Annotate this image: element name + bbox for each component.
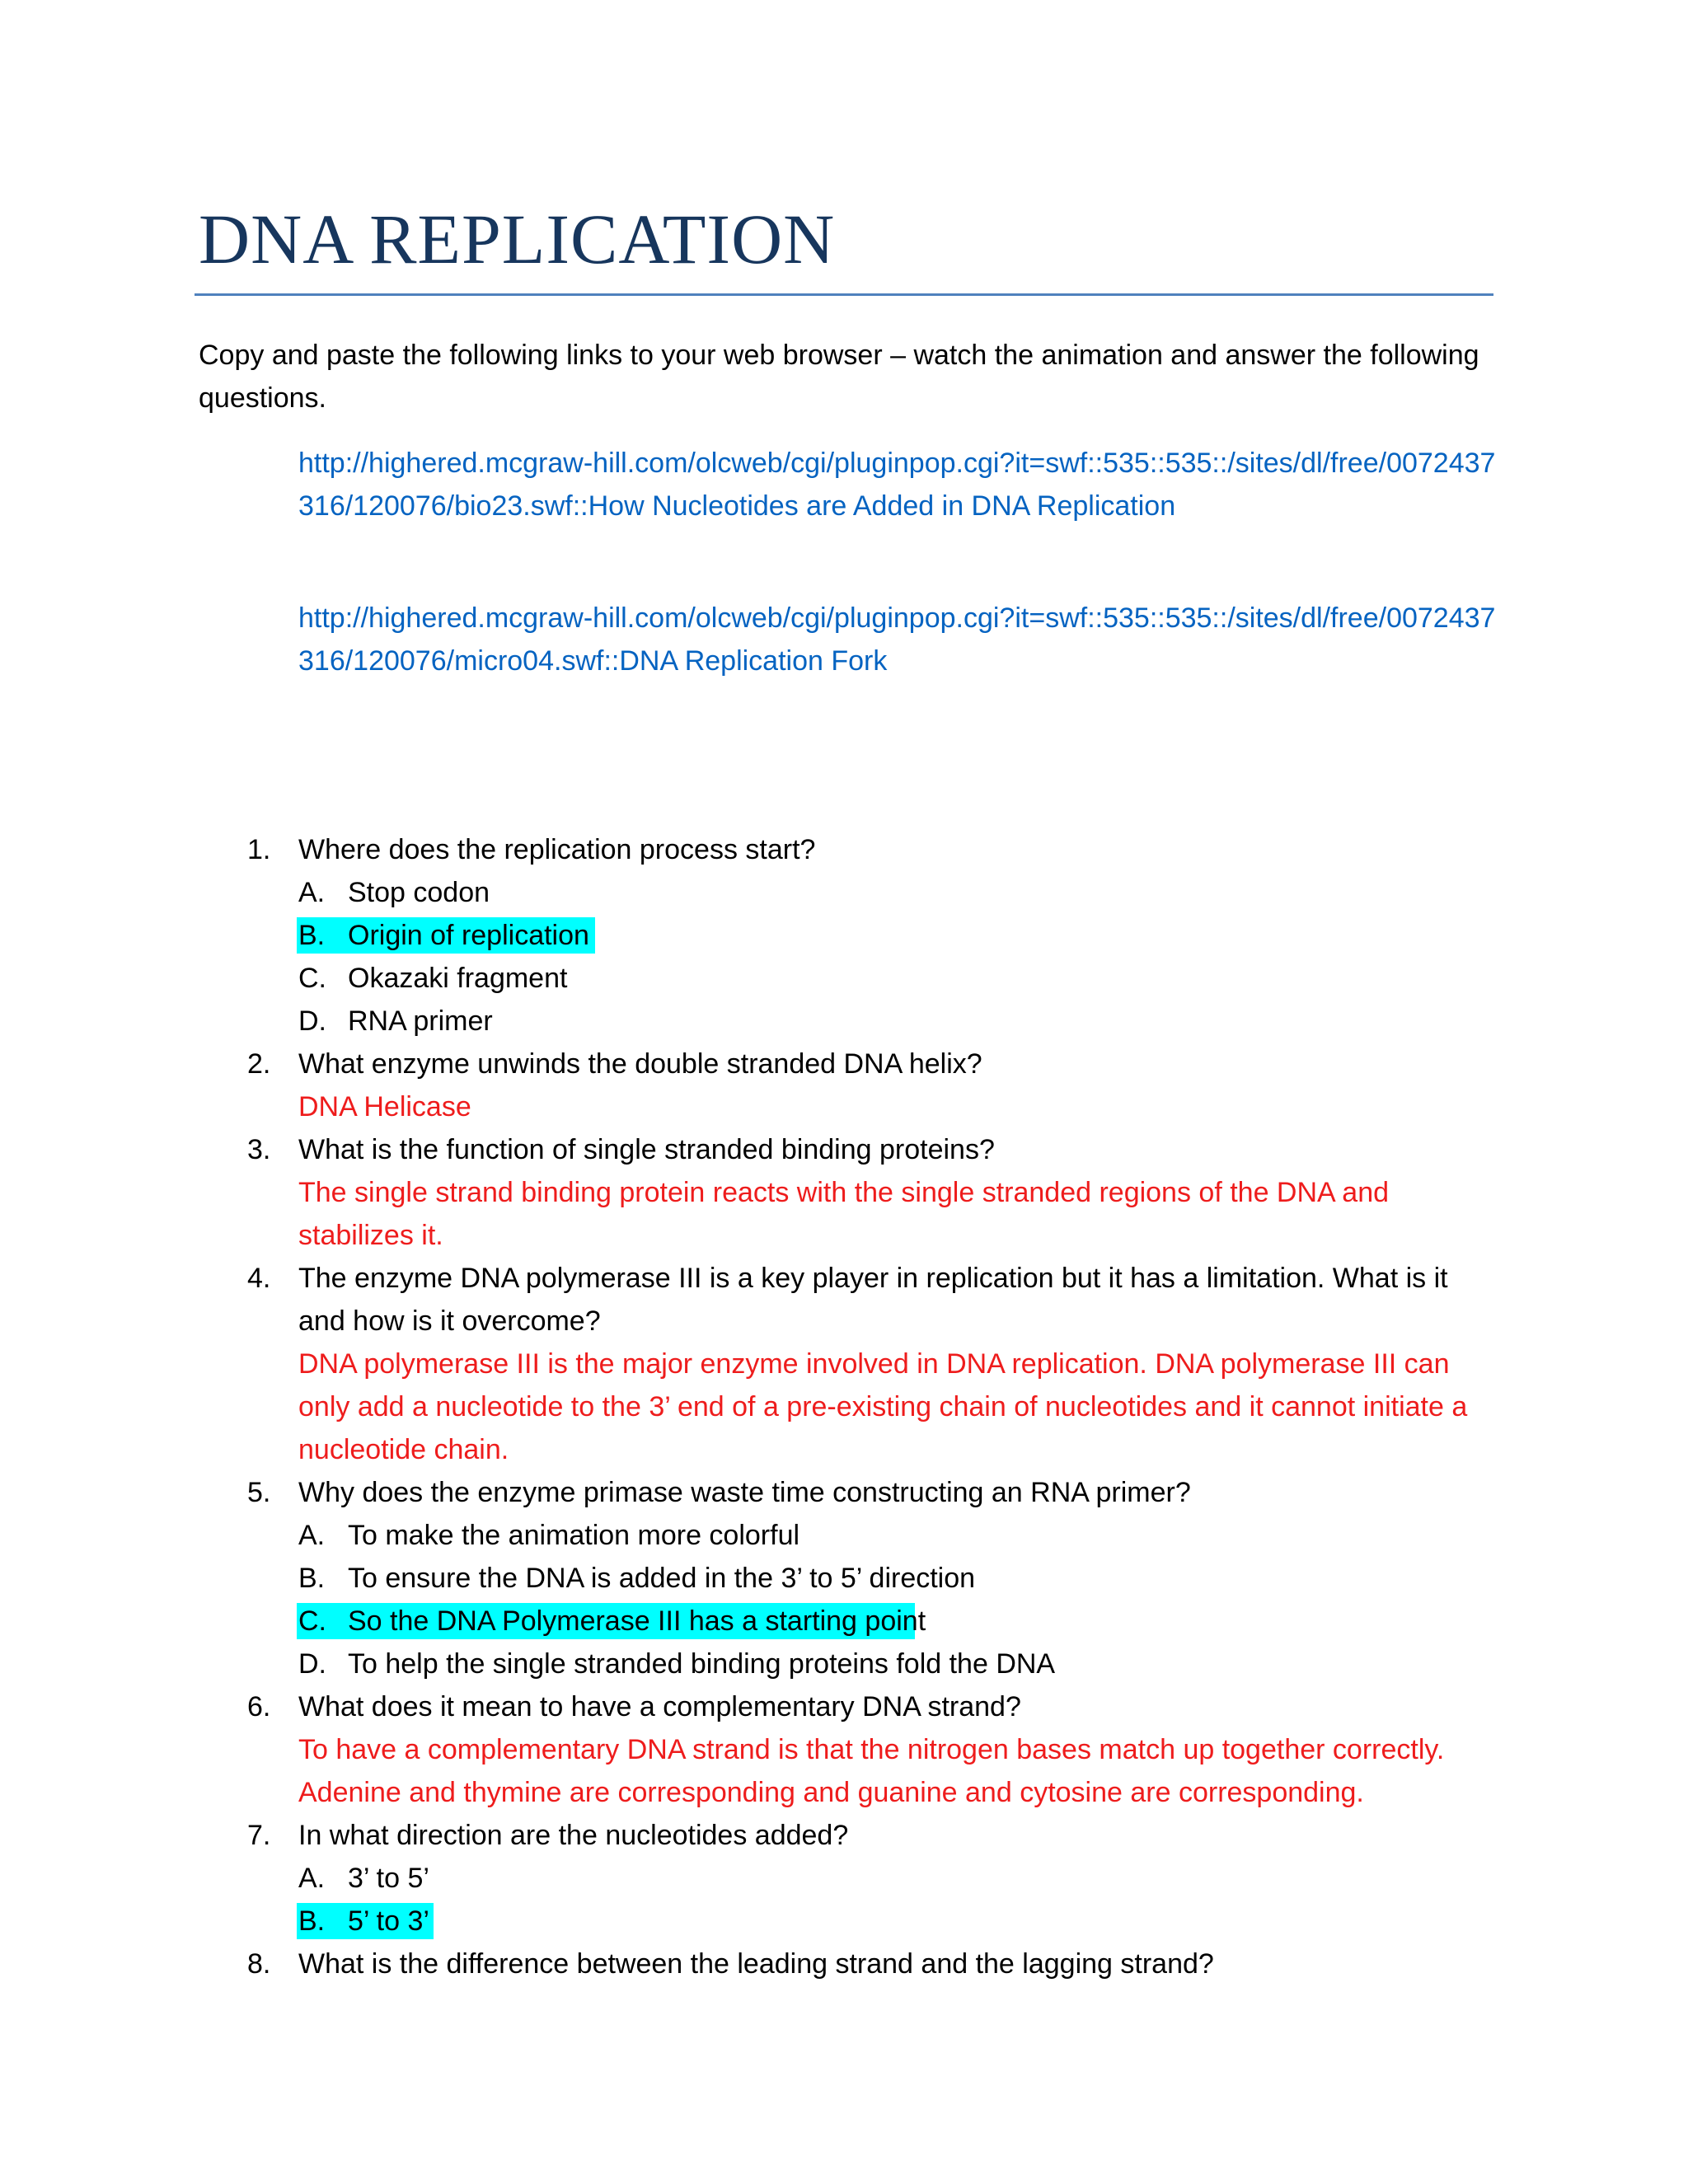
- answer-text: Adenine and thymine are corresponding and guanine and cytosine are corresponding.: [298, 1777, 1364, 1808]
- answer-text: stabilizes it.: [298, 1220, 443, 1251]
- option-letter: A.: [298, 1863, 326, 1894]
- option-text: To make the animation more colorful: [348, 1520, 800, 1551]
- option-letter-selected: C.: [298, 1605, 326, 1637]
- page-title: DNA REPLICATION: [199, 199, 836, 279]
- option-letter-selected: B.: [298, 920, 326, 951]
- question-text: Where does the replication process start?: [298, 834, 816, 865]
- question-text: In what direction are the nucleotides added?: [298, 1820, 849, 1851]
- answer-text: only add a nucleotide to the 3’ end of a pre-existing chain of nucleotides and it cannot initiate a: [298, 1391, 1468, 1422]
- option-text-selected: So the DNA Polymerase III has a starting point: [348, 1605, 926, 1637]
- option-letter: A.: [298, 877, 326, 908]
- question-number: 4.: [247, 1263, 271, 1294]
- option-letter: D.: [298, 1648, 326, 1680]
- option-letter: D.: [298, 1005, 326, 1037]
- intro-paragraph: Copy and paste the following links to your web browser – watch the animation and answer the following questions.: [199, 340, 1479, 414]
- question-text: What is the difference between the leading strand and the lagging strand?: [298, 1948, 1214, 1980]
- option-text-selected: Origin of replication: [348, 920, 589, 951]
- option-letter: A.: [298, 1520, 326, 1551]
- option-text: RNA primer: [348, 1005, 493, 1037]
- question-number: 8.: [247, 1948, 271, 1980]
- answer-text: DNA polymerase III is the major enzyme involved in DNA replication. DNA polymerase III can: [298, 1348, 1450, 1380]
- option-text: To help the single stranded binding proteins fold the DNA: [348, 1648, 1056, 1680]
- option-text: To ensure the DNA is added in the 3’ to 5’ direction: [348, 1563, 976, 1594]
- question-number: 3.: [247, 1134, 271, 1165]
- question-number: 2.: [247, 1048, 271, 1080]
- question-text: What does it mean to have a complementary DNA strand?: [298, 1691, 1021, 1722]
- question-text: What enzyme unwinds the double stranded DNA helix?: [298, 1048, 982, 1080]
- question-text: Why does the enzyme primase waste time constructing an RNA primer?: [298, 1477, 1191, 1508]
- link-replication-fork[interactable]: http://highered.mcgraw-hill.com/olcweb/cgi/pluginpop.cgi?it=swf::535::535::/sites/dl/free/0072437316/120076/micro04.swf::DNA Replication Fork: [298, 602, 1496, 677]
- option-text: Okazaki fragment: [348, 963, 568, 994]
- question-text: and how is it overcome?: [298, 1305, 601, 1337]
- question-number: 1.: [247, 834, 271, 865]
- question-text: The enzyme DNA polymerase III is a key player in replication but it has a limitation. What is it: [298, 1263, 1448, 1294]
- option-letter-selected: B.: [298, 1905, 326, 1937]
- link-nucleotides-added[interactable]: http://highered.mcgraw-hill.com/olcweb/cgi/pluginpop.cgi?it=swf::535::535::/sites/dl/free/0072437316/120076/bio23.swf::How Nucleotides are Added in DNA Replication: [298, 448, 1496, 522]
- option-text: 3’ to 5’: [348, 1863, 429, 1894]
- answer-text: The single strand binding protein reacts with the single stranded regions of the DNA and: [298, 1177, 1390, 1208]
- question-number: 6.: [247, 1691, 271, 1722]
- option-letter: C.: [298, 963, 326, 994]
- question-number: 5.: [247, 1477, 271, 1508]
- question-number: 7.: [247, 1820, 271, 1851]
- option-text-selected: 5’ to 3’: [348, 1905, 429, 1937]
- title-underline: [195, 293, 1493, 296]
- option-letter: B.: [298, 1563, 326, 1594]
- question-text: What is the function of single stranded binding proteins?: [298, 1134, 995, 1165]
- option-text: Stop codon: [348, 877, 490, 908]
- answer-text: To have a complementary DNA strand is that the nitrogen bases match up together correctly.: [298, 1734, 1445, 1765]
- answer-text: nucleotide chain.: [298, 1434, 509, 1465]
- answer-text: DNA Helicase: [298, 1091, 471, 1122]
